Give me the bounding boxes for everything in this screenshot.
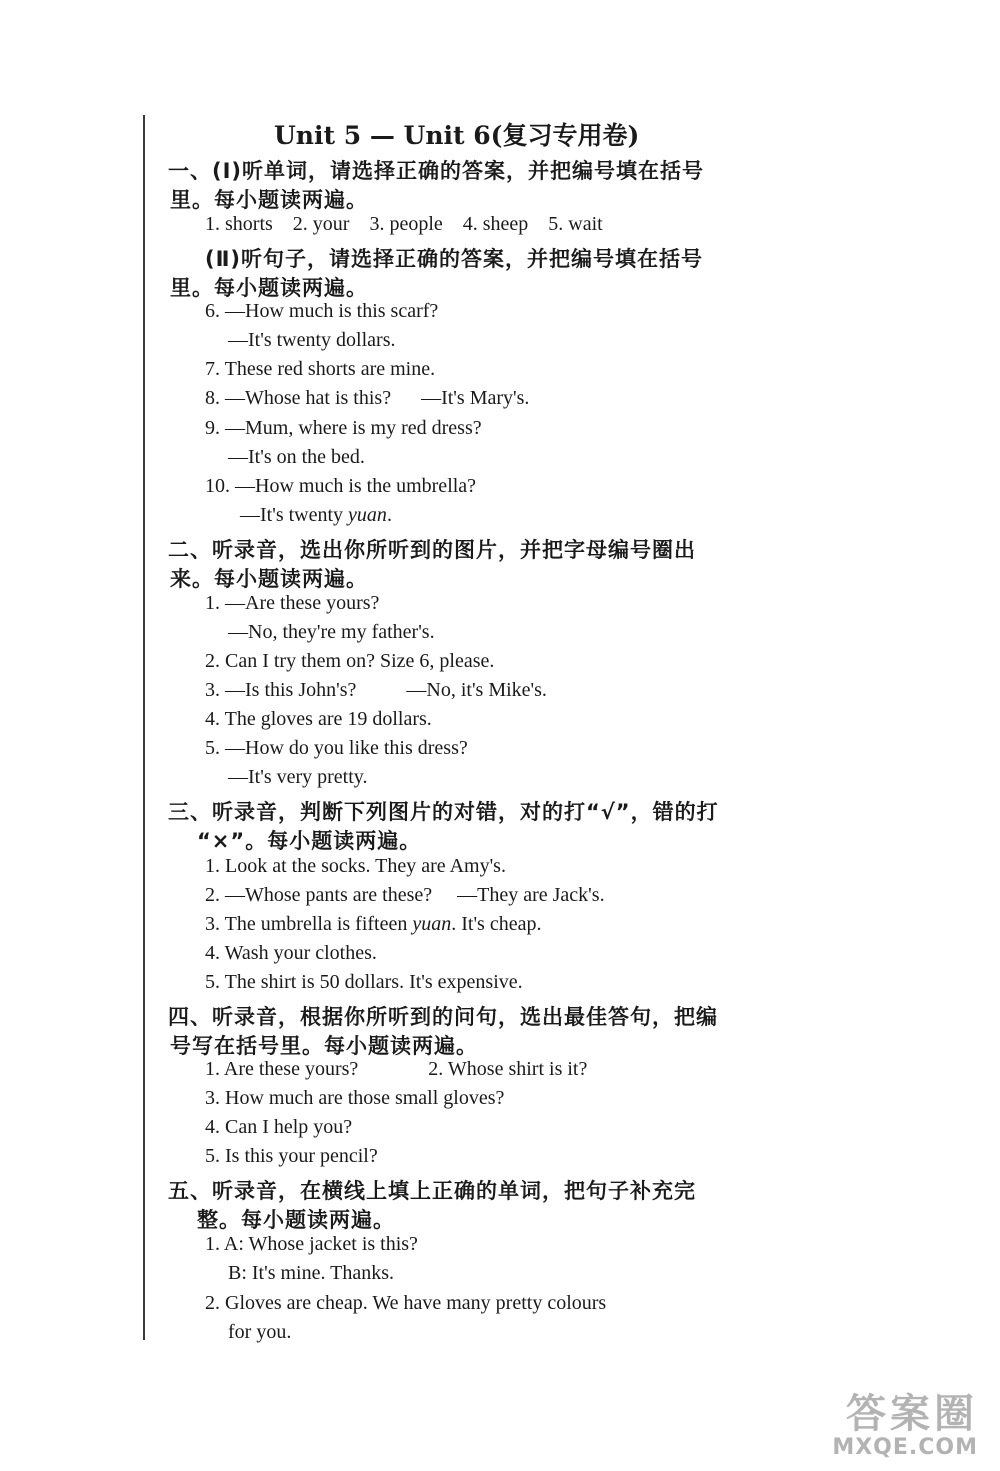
s5-item-2a: 2. Gloves are cheap. We have many pretty colours: [205, 1292, 607, 1314]
section-1-part-2-heading-line-1: (Ⅱ)听句子，请选择正确的答案，并把编号填在括号: [205, 247, 704, 271]
s5-item-1a: 1. A: Whose jacket is this?: [205, 1233, 418, 1255]
watermark: [728, 1393, 978, 1463]
section-1-heading-line-2: 里。每小题读两遍。: [170, 188, 368, 212]
s1-item-9b: —It's on the bed.: [228, 446, 365, 468]
s1-item-10a: 10. —How much is the umbrella?: [205, 475, 477, 497]
s4-item-3: 3. How much are those small gloves?: [205, 1087, 505, 1109]
s2-item-4: 4. The gloves are 19 dollars.: [205, 708, 432, 730]
watermark-url: MXQE.COM: [832, 1435, 978, 1460]
s5-item-1b: B: It's mine. Thanks.: [228, 1262, 395, 1284]
s1-item-8: 8. —Whose hat is this? —It's Mary's.: [205, 387, 530, 409]
s2-item-1a: 1. —Are these yours?: [205, 592, 380, 614]
s2-item-5b: —It's very pretty.: [228, 766, 368, 788]
s2-item-1b: —No, they're my father's.: [228, 621, 435, 643]
s2-item-5a: 5. —How do you like this dress?: [205, 737, 468, 759]
s3-item-3: 3. The umbrella is fifteen yuan. It's cheap.: [205, 913, 542, 935]
section-1-heading-line-1: 一、(Ⅰ)听单词，请选择正确的答案，并把编号填在括号: [168, 159, 705, 183]
s3-item-4: 4. Wash your clothes.: [205, 942, 377, 964]
page-title: Unit 5 — Unit 6(复习专用卷): [274, 121, 640, 150]
section-3-heading-line-1: 三、听录音，判断下列图片的对错，对的打“√”，错的打: [168, 800, 719, 824]
section-4-heading-line-2: 号写在括号里。每小题读两遍。: [170, 1034, 478, 1058]
section-4-heading-line-1: 四、听录音，根据你所听到的问句，选出最佳答句，把编: [168, 1005, 718, 1029]
s1-item-6a: 6. —How much is this scarf?: [205, 300, 439, 322]
s1-item-6b: —It's twenty dollars.: [228, 329, 396, 351]
s4-items-1-2: 1. Are these yours? 2. Whose shirt is it?: [205, 1058, 588, 1080]
s4-item-4: 4. Can I help you?: [205, 1116, 353, 1138]
s1-item-7: 7. These red shorts are mine.: [205, 358, 436, 380]
s1-item-10b: —It's twenty yuan.: [240, 504, 392, 526]
section-3-heading-line-2: “×”。每小题读两遍。: [197, 829, 422, 853]
section-5-heading-line-1: 五、听录音，在横线上填上正确的单词，把句子补充完: [168, 1179, 696, 1203]
section-1-words: 1. shorts 2. your 3. people 4. sheep 5. wait: [205, 213, 603, 235]
s1-item-9a: 9. —Mum, where is my red dress?: [205, 417, 482, 439]
section-5-heading-line-2: 整。每小题读两遍。: [197, 1208, 395, 1232]
section-2-heading-line-1: 二、听录音，选出你所听到的图片，并把字母编号圈出: [168, 538, 696, 562]
s2-item-2: 2. Can I try them on? Size 6, please.: [205, 650, 495, 672]
s3-item-1: 1. Look at the socks. They are Amy's.: [205, 855, 506, 877]
section-2-heading-line-2: 来。每小题读两遍。: [170, 567, 368, 591]
watermark-logo-text: 答案圈: [846, 1391, 978, 1437]
s3-item-5: 5. The shirt is 50 dollars. It's expensive.: [205, 971, 523, 993]
left-margin-rule: [143, 115, 145, 1340]
s5-item-2b: for you.: [228, 1321, 292, 1343]
s2-item-3: 3. —Is this John's? —No, it's Mike's.: [205, 679, 547, 701]
s3-item-2: 2. —Whose pants are these? —They are Jack's.: [205, 884, 605, 906]
s4-item-5: 5. Is this your pencil?: [205, 1145, 378, 1167]
section-1-part-2-heading-line-2: 里。每小题读两遍。: [170, 276, 368, 300]
